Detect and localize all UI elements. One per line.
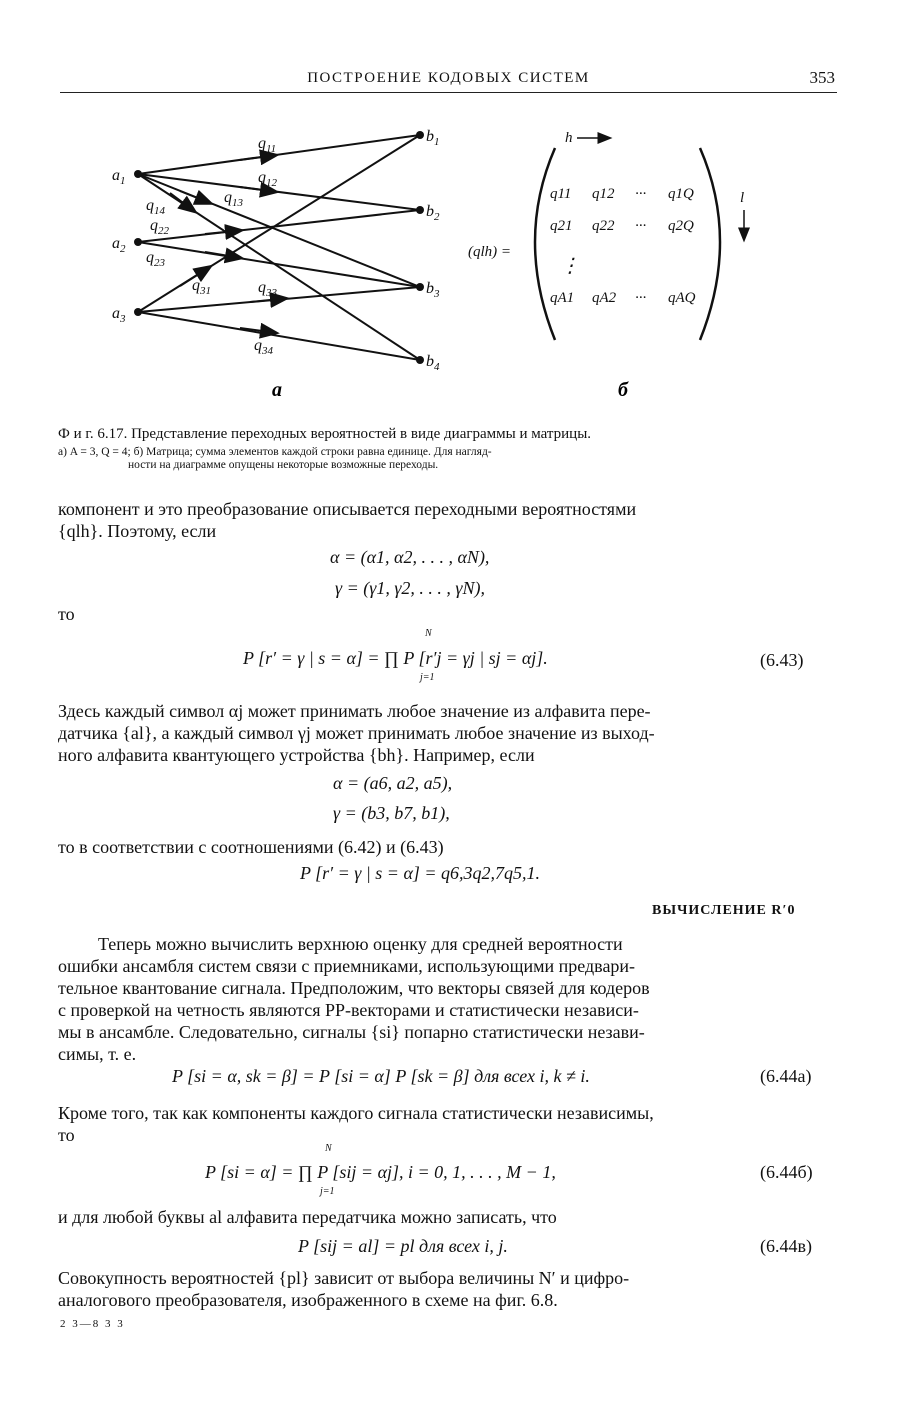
m-vdots: ⋮ <box>560 255 580 277</box>
m-r2c4: q2Q <box>668 218 694 234</box>
label-q22: $q_{22}$ <box>150 217 169 237</box>
para-2-line-3: ного алфавита квантующего устройства {bh}. Например, если <box>58 745 535 765</box>
para-4-line-1: Теперь можно вычислить верхнюю оценку для средней вероятности <box>98 934 623 954</box>
label-q13: $q_{13}$ <box>224 189 243 209</box>
m-r1c4: q1Q <box>668 186 694 202</box>
eq-6-44a-number: (6.44а) <box>760 1066 812 1086</box>
eq-gamma: γ = (γ1, γ2, . . . , γN), <box>335 578 486 598</box>
left-paren <box>535 148 555 340</box>
para-1-line-1: компонент и это преобразование описывается переходными вероятностями <box>58 499 637 519</box>
page-header <box>60 68 837 92</box>
figure-svg <box>0 100 907 420</box>
page-number: 353 <box>809 68 835 87</box>
figure-caption-note <box>58 446 838 472</box>
m-r4c2: qA2 <box>592 290 617 306</box>
caption-line-2: а) A = 3, Q = 4; б) Матрица; сумма элементов каждой строки равна единице. Для нагляд- <box>58 446 492 458</box>
label-b3: $b_3$ <box>426 280 440 300</box>
para-7-line-1: Совокупность вероятностей {pl} зависит от выбора величины N′ и цифро- <box>58 1268 630 1288</box>
figure-caption-title: Ф и г. 6.17. Представление переходных вероятностей в виде диаграммы и матрицы. <box>58 426 592 442</box>
panel-label-a: а <box>272 379 282 401</box>
node-b4 <box>416 356 424 364</box>
eq-6-44c: P [sij = al] = pl для всех i, j. <box>298 1236 508 1256</box>
eq-6-43-number: (6.43) <box>760 650 804 670</box>
node-a1 <box>134 170 142 178</box>
para-4-line-3: тельное квантование сигнала. Предположим, что векторы связей для кодеров <box>58 978 650 998</box>
eq-6-43: P [r′ = γ | s = α] = ∏ P [r′j = γj | sj = αj]. <box>243 648 548 668</box>
matrix-lhs: (qlh) = <box>468 244 512 260</box>
label-q23: $q_{23}$ <box>146 249 165 269</box>
node-b3 <box>416 283 424 291</box>
eq-6-44a: P [si = α, sk = β] = P [si = α] P [sk = β] для всех i, k ≠ i. <box>172 1066 590 1086</box>
edge-q22 <box>138 210 420 242</box>
right-paren <box>700 148 720 340</box>
m-r4c1: qA1 <box>550 290 575 306</box>
m-r1c2: q12 <box>592 186 615 202</box>
label-q14: $q_{14}$ <box>146 197 165 217</box>
para-4-line-2: ошибки ансамбля систем связи с приемниками, использующими предвари- <box>58 956 636 976</box>
panel-label-b: б <box>618 379 628 401</box>
label-q33: $q_{33}$ <box>258 279 277 299</box>
m-r1c1: q11 <box>550 186 572 202</box>
header-rule <box>60 92 837 93</box>
edge-q23 <box>138 242 420 287</box>
m-r2c2: q22 <box>592 218 615 234</box>
node-a2 <box>134 238 142 246</box>
running-title: ПОСТРОЕНИЕ КОДОВЫХ СИСТЕМ <box>307 70 590 86</box>
para-7-line-2: аналогового преобразователя, изображенного в схеме на фиг. 6.8. <box>58 1290 558 1310</box>
eq643-lower: j=1 <box>420 672 435 683</box>
para-1-line-2: {qlh}. Поэтому, если <box>58 521 217 541</box>
eq644b-lower: j=1 <box>320 1186 335 1197</box>
label-b1: $b_1$ <box>426 128 440 148</box>
m-r4c4: qAQ <box>668 290 696 306</box>
m-r1c3: ··· <box>635 186 647 202</box>
signature-mark: 2 3—8 3 3 <box>60 1318 125 1330</box>
eq-6-44b: P [si = α] = ∏ P [sij = αj], i = 0, 1, . . . , M − 1, <box>205 1162 556 1182</box>
para-5-line-2: то <box>58 1125 75 1145</box>
caption-line-3: ности на диаграмме опущены некоторые возможные переходы. <box>128 459 439 471</box>
node-a3 <box>134 308 142 316</box>
section-heading: ВЫЧИСЛЕНИЕ R′0 <box>652 903 796 918</box>
m-r4c3: ··· <box>635 290 647 306</box>
label-q11: $q_{11}$ <box>258 135 277 155</box>
word-to-1: то <box>58 604 75 624</box>
col-arrow-label: h <box>565 130 573 146</box>
transition-diagram <box>138 135 420 360</box>
eq-gamma-example: γ = (b3, b7, b1), <box>333 803 450 823</box>
node-b2 <box>416 206 424 214</box>
eq643-upper: N <box>425 628 432 639</box>
transition-matrix <box>468 130 744 340</box>
label-q12: $q_{12}$ <box>258 169 277 189</box>
para-4-line-4: с проверкой на четность являются PP-векторами и статистически независи- <box>58 1000 639 1020</box>
para-4-line-6: симы, т. е. <box>58 1044 137 1064</box>
figure-6-17 <box>0 100 907 420</box>
para-5-line-1: Кроме того, так как компоненты каждого сигнала статистически независимы, <box>58 1103 654 1123</box>
m-r2c1: q21 <box>550 218 573 234</box>
edge-q34 <box>138 312 420 360</box>
para-2-line-1: Здесь каждый символ αj может принимать любое значение из алфавита пере- <box>58 701 651 721</box>
row-arrow-label: l <box>740 190 745 206</box>
label-a2: $a_2$ <box>112 235 126 255</box>
para-2-line-2: датчика {al}, а каждый символ γj может принимать любое значение из выход- <box>58 723 655 743</box>
eq-6-44b-number: (6.44б) <box>760 1162 813 1182</box>
eq-alpha-example: α = (a6, a2, a5), <box>333 773 453 793</box>
para-3: то в соответствии с соотношениями (6.42) и (6.43) <box>58 837 444 857</box>
eq-6-44c-number: (6.44в) <box>760 1236 812 1256</box>
eq644b-upper: N <box>325 1143 332 1154</box>
eq-alpha: α = (α1, α2, . . . , αN), <box>330 547 490 567</box>
para-4-line-5: мы в ансамбле. Следовательно, сигналы {si} попарно статистически незави- <box>58 1022 645 1042</box>
label-a3: $a_3$ <box>112 305 126 325</box>
node-b1 <box>416 131 424 139</box>
label-q34: $q_{34}$ <box>254 337 273 357</box>
label-b2: $b_2$ <box>426 203 440 223</box>
label-a1: $a_1$ <box>112 167 126 187</box>
label-b4: $b_4$ <box>426 353 440 373</box>
label-q31: $q_{31}$ <box>192 277 211 297</box>
m-r2c3: ··· <box>635 218 647 234</box>
eq-example-result: P [r′ = γ | s = α] = q6,3q2,7q5,1. <box>300 863 541 883</box>
para-6: и для любой буквы al алфавита передатчика можно записать, что <box>58 1207 557 1227</box>
edge-q11 <box>138 135 420 174</box>
